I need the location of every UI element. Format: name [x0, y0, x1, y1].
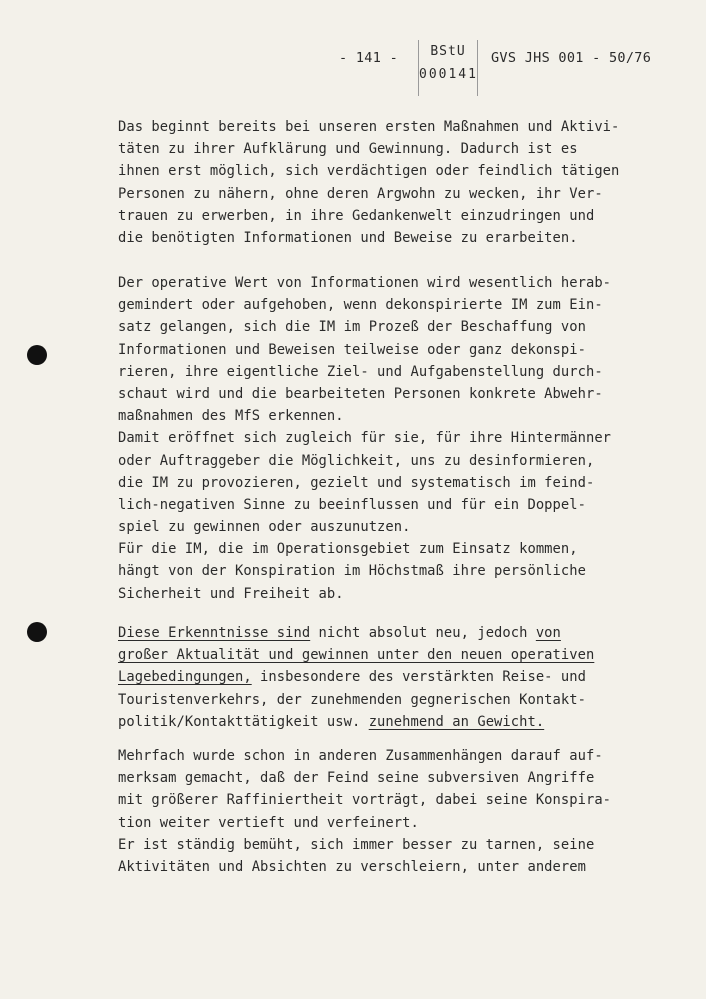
- text-line: Informationen und Beweisen teilweise oder ganz dekonspi-: [118, 341, 586, 358]
- page-number: - 141 -: [339, 50, 398, 66]
- stamp-page-id: 000141: [419, 67, 478, 82]
- text-line: [118, 622, 648, 644]
- text-line: Für die IM, die im Operationsgebiet zum Einsatz kommen,: [118, 541, 578, 558]
- text-line: tion weiter vertieft und verfeinert.: [118, 814, 419, 831]
- text-line: mit größerer Raffiniertheit vorträgt, dabei seine Konspira-: [118, 792, 612, 809]
- text-line: [118, 711, 648, 733]
- underlined-text: großer Aktualität und gewinnen unter den neuen operativen: [118, 647, 595, 664]
- underlined-text: zunehmend an Gewicht.: [368, 713, 545, 730]
- plain-text: nicht absolut neu, jedoch: [310, 625, 536, 641]
- punch-hole: [27, 345, 47, 365]
- stamp-agency: BStU: [430, 44, 466, 59]
- text-line: [118, 666, 648, 688]
- underlined-text: von: [535, 625, 561, 641]
- text-line: satz gelangen, sich die IM im Prozeß der Beschaffung von: [118, 319, 586, 336]
- paragraph-2: [118, 272, 648, 605]
- text-line: maßnahmen des MfS erkennen.: [118, 408, 344, 425]
- text-line: Er ist ständig bemüht, sich immer besser zu tarnen, seine: [118, 836, 595, 853]
- text-line: Der operative Wert von Informationen wird wesentlich herab-: [118, 275, 612, 291]
- text-line: lich-negativen Sinne zu beeinflussen und für ein Doppel-: [118, 496, 586, 513]
- text-line: schaut wird und die bearbeiteten Personen konkrete Abwehr-: [118, 385, 603, 402]
- text-line: Damit eröffnet sich zugleich für sie, für ihre Hintermänner: [118, 430, 612, 447]
- underlined-text: Lagebedingungen,: [118, 669, 252, 686]
- text-line: oder Auftraggeber die Möglichkeit, uns zu desinformieren,: [118, 452, 595, 469]
- text-line: trauen zu erwerben, in ihre Gedankenwelt einzudringen und: [118, 207, 595, 224]
- text-line: die benötigten Informationen und Beweise zu erarbeiten.: [118, 229, 578, 246]
- text-line: ihnen erst möglich, sich verdächtigen oder feindlich tätigen: [118, 163, 620, 180]
- text-line: die IM zu provozieren, gezielt und systematisch im feind-: [118, 474, 595, 491]
- text-line: Touristenverkehrs, der zunehmenden gegnerischen Kontakt-: [118, 691, 586, 708]
- text-line: rieren, ihre eigentliche Ziel- und Aufgabenstellung durch-: [118, 363, 603, 380]
- text-line: Aktivitäten und Absichten zu verschleiern, unter anderem: [118, 858, 586, 875]
- plain-text: politik/Kontakttätigkeit usw.: [118, 713, 369, 730]
- punch-hole: [27, 622, 47, 642]
- archive-stamp: [418, 40, 478, 96]
- plain-text: insbesondere des verstärkten Reise- und: [251, 669, 586, 686]
- text-line: gemindert oder aufgehoben, wenn dekonspirierte IM zum Ein-: [118, 297, 603, 314]
- text-line: merksam gemacht, daß der Feind seine subversiven Angriffe: [118, 770, 595, 787]
- text-line: spiel zu gewinnen oder auszunutzen.: [118, 519, 411, 536]
- text-line: Personen zu nähern, ohne deren Argwohn zu wecken, ihr Ver-: [118, 185, 603, 202]
- text-line: Sicherheit und Freiheit ab.: [118, 585, 344, 602]
- text-line: [118, 644, 648, 666]
- text-line: Das beginnt bereits bei unseren ersten Maßnahmen und Aktivi-: [118, 119, 620, 135]
- text-line: täten zu ihrer Aufklärung und Gewinnung. Dadurch ist es: [118, 141, 578, 158]
- paragraph-4: [118, 745, 648, 878]
- document-reference: GVS JHS 001 - 50/76: [491, 50, 652, 66]
- paragraph-3: [118, 622, 648, 733]
- underlined-text: Diese Erkenntnisse sind: [118, 625, 311, 641]
- text-line: Mehrfach wurde schon in anderen Zusammenhängen darauf auf-: [118, 748, 603, 764]
- paragraph-1: [118, 116, 648, 249]
- text-line: hängt von der Konspiration im Höchstmaß ihre persönliche: [118, 563, 586, 580]
